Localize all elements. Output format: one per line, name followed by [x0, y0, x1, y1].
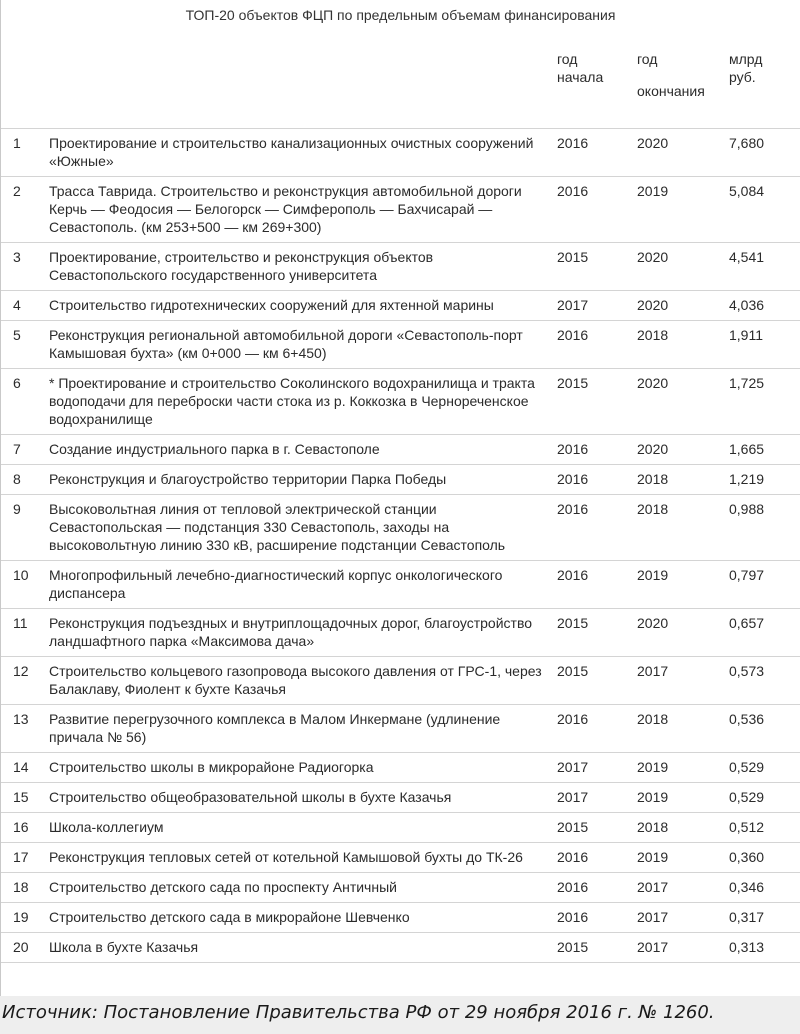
table-row	[1, 657, 800, 705]
row-end-year: 2017	[633, 903, 725, 933]
row-number: 17	[1, 843, 45, 873]
table-row	[1, 753, 800, 783]
row-name: Проектирование и строительство канализационных очистных сооружений «Южные»	[45, 129, 553, 177]
funding-table	[1, 42, 800, 963]
row-start-year: 2016	[553, 843, 633, 873]
row-end-year: 2017	[633, 933, 725, 963]
row-amount: 1,911	[725, 321, 800, 369]
table-row	[1, 561, 800, 609]
row-start-year: 2016	[553, 435, 633, 465]
row-number: 16	[1, 813, 45, 843]
header-num	[1, 42, 45, 129]
row-name: Строительство кольцевого газопровода высокого давления от ГРС-1, через Балаклаву, Фиолент к бухте Казачья	[45, 657, 553, 705]
row-name: Высоковольтная линия от тепловой электрической станции Севастопольская — подстанция 330 Севастополь, заходы на высоковольтную линию 330 кВ, расширение подстанции Севастополь	[45, 495, 553, 561]
row-amount: 0,536	[725, 705, 800, 753]
row-amount: 1,665	[725, 435, 800, 465]
row-amount: 1,725	[725, 369, 800, 435]
header-amount: млрд руб.	[725, 42, 800, 129]
row-number: 1	[1, 129, 45, 177]
row-name: Строительство гидротехнических сооружений для яхтенной марины	[45, 291, 553, 321]
row-name: Реконструкция подъездных и внутриплощадочных дорог, благоустройство ландшафтного парка «Максимова дача»	[45, 609, 553, 657]
header-end-year: год окончания	[633, 42, 725, 129]
row-number: 10	[1, 561, 45, 609]
row-amount: 0,512	[725, 813, 800, 843]
row-start-year: 2016	[553, 705, 633, 753]
table-row	[1, 129, 800, 177]
row-start-year: 2016	[553, 873, 633, 903]
row-end-year: 2019	[633, 177, 725, 243]
table-row	[1, 243, 800, 291]
row-name: * Проектирование и строительство Соколинского водохранилища и тракта водоподачи для переброски части стока из р. Коккозка в Чернореченское водохранилище	[45, 369, 553, 435]
row-number: 3	[1, 243, 45, 291]
row-number: 20	[1, 933, 45, 963]
row-number: 5	[1, 321, 45, 369]
row-end-year: 2017	[633, 657, 725, 705]
row-end-year: 2020	[633, 609, 725, 657]
row-number: 11	[1, 609, 45, 657]
row-name: Школа в бухте Казачья	[45, 933, 553, 963]
table-row	[1, 435, 800, 465]
row-end-year: 2018	[633, 465, 725, 495]
table-row	[1, 933, 800, 963]
row-number: 4	[1, 291, 45, 321]
table-row	[1, 705, 800, 753]
row-start-year: 2015	[553, 369, 633, 435]
table-title: ТОП-20 объектов ФЦП по предельным объемам финансирования	[185, 7, 616, 23]
row-start-year: 2016	[553, 561, 633, 609]
row-start-year: 2015	[553, 813, 633, 843]
row-name: Строительство детского сада в микрорайоне Шевченко	[45, 903, 553, 933]
row-name: Реконструкция региональной автомобильной дороги «Севастополь-порт Камышовая бухта» (км 0+000 — км 6+450)	[45, 321, 553, 369]
row-end-year: 2018	[633, 813, 725, 843]
row-amount: 0,346	[725, 873, 800, 903]
header-row	[1, 42, 800, 129]
row-name: Реконструкция тепловых сетей от котельной Камышовой бухты до ТК-26	[45, 843, 553, 873]
row-amount: 0,317	[725, 903, 800, 933]
row-name: Проектирование, строительство и реконструкция объектов Севастопольского государственного университета	[45, 243, 553, 291]
row-start-year: 2017	[553, 753, 633, 783]
table-row	[1, 369, 800, 435]
row-name: Строительство общеобразовательной школы в бухте Казачья	[45, 783, 553, 813]
row-amount: 0,988	[725, 495, 800, 561]
row-start-year: 2015	[553, 609, 633, 657]
row-start-year: 2017	[553, 291, 633, 321]
row-name: Создание индустриального парка в г. Севастополе	[45, 435, 553, 465]
row-amount: 0,657	[725, 609, 800, 657]
table-row	[1, 813, 800, 843]
row-name: Трасса Таврида. Строительство и реконструкция автомобильной дороги Керчь — Феодосия — Белогорск — Симферополь — Бахчисарай — Севастополь. (км 253+500 — км 269+300)	[45, 177, 553, 243]
row-amount: 4,541	[725, 243, 800, 291]
row-end-year: 2019	[633, 561, 725, 609]
table-row	[1, 495, 800, 561]
row-end-year: 2018	[633, 495, 725, 561]
row-start-year: 2016	[553, 129, 633, 177]
row-end-year: 2019	[633, 783, 725, 813]
row-end-year: 2019	[633, 753, 725, 783]
row-start-year: 2016	[553, 903, 633, 933]
row-name: Реконструкция и благоустройство территории Парка Победы	[45, 465, 553, 495]
row-name: Строительство школы в микрорайоне Радиогорка	[45, 753, 553, 783]
row-end-year: 2020	[633, 435, 725, 465]
row-number: 19	[1, 903, 45, 933]
row-amount: 5,084	[725, 177, 800, 243]
row-end-year: 2020	[633, 243, 725, 291]
table-row	[1, 873, 800, 903]
row-start-year: 2017	[553, 783, 633, 813]
row-number: 15	[1, 783, 45, 813]
table-row	[1, 321, 800, 369]
row-number: 9	[1, 495, 45, 561]
row-amount: 1,219	[725, 465, 800, 495]
row-amount: 0,360	[725, 843, 800, 873]
row-start-year: 2016	[553, 465, 633, 495]
table-row	[1, 903, 800, 933]
row-amount: 4,036	[725, 291, 800, 321]
row-end-year: 2018	[633, 321, 725, 369]
row-number: 8	[1, 465, 45, 495]
row-amount: 7,680	[725, 129, 800, 177]
row-amount: 0,529	[725, 783, 800, 813]
row-amount: 0,797	[725, 561, 800, 609]
row-number: 12	[1, 657, 45, 705]
table-row	[1, 783, 800, 813]
row-end-year: 2020	[633, 129, 725, 177]
header-name	[45, 42, 553, 129]
row-start-year: 2016	[553, 177, 633, 243]
row-end-year: 2020	[633, 369, 725, 435]
table-row	[1, 291, 800, 321]
row-number: 6	[1, 369, 45, 435]
row-name: Многопрофильный лечебно-диагностический корпус онкологического диспансера	[45, 561, 553, 609]
row-number: 18	[1, 873, 45, 903]
row-end-year: 2017	[633, 873, 725, 903]
table-row	[1, 609, 800, 657]
table-row	[1, 177, 800, 243]
row-number: 7	[1, 435, 45, 465]
row-start-year: 2016	[553, 321, 633, 369]
row-amount: 0,573	[725, 657, 800, 705]
row-number: 13	[1, 705, 45, 753]
row-name: Школа-коллегиум	[45, 813, 553, 843]
row-end-year: 2018	[633, 705, 725, 753]
table-row	[1, 465, 800, 495]
row-end-year: 2019	[633, 843, 725, 873]
row-start-year: 2016	[553, 495, 633, 561]
row-start-year: 2015	[553, 933, 633, 963]
row-number: 14	[1, 753, 45, 783]
row-name: Развитие перегрузочного комплекса в Малом Инкермане (удлинение причала № 56)	[45, 705, 553, 753]
row-number: 2	[1, 177, 45, 243]
row-name: Строительство детского сада по проспекту Античный	[45, 873, 553, 903]
row-amount: 0,529	[725, 753, 800, 783]
row-start-year: 2015	[553, 243, 633, 291]
row-end-year: 2020	[633, 291, 725, 321]
header-start-year: год начала	[553, 42, 633, 129]
row-amount: 0,313	[725, 933, 800, 963]
source-note: Источник: Постановление Правительства РФ от 29 ноября 2016 г. № 1260.	[0, 996, 800, 1034]
table-row	[1, 843, 800, 873]
row-start-year: 2015	[553, 657, 633, 705]
